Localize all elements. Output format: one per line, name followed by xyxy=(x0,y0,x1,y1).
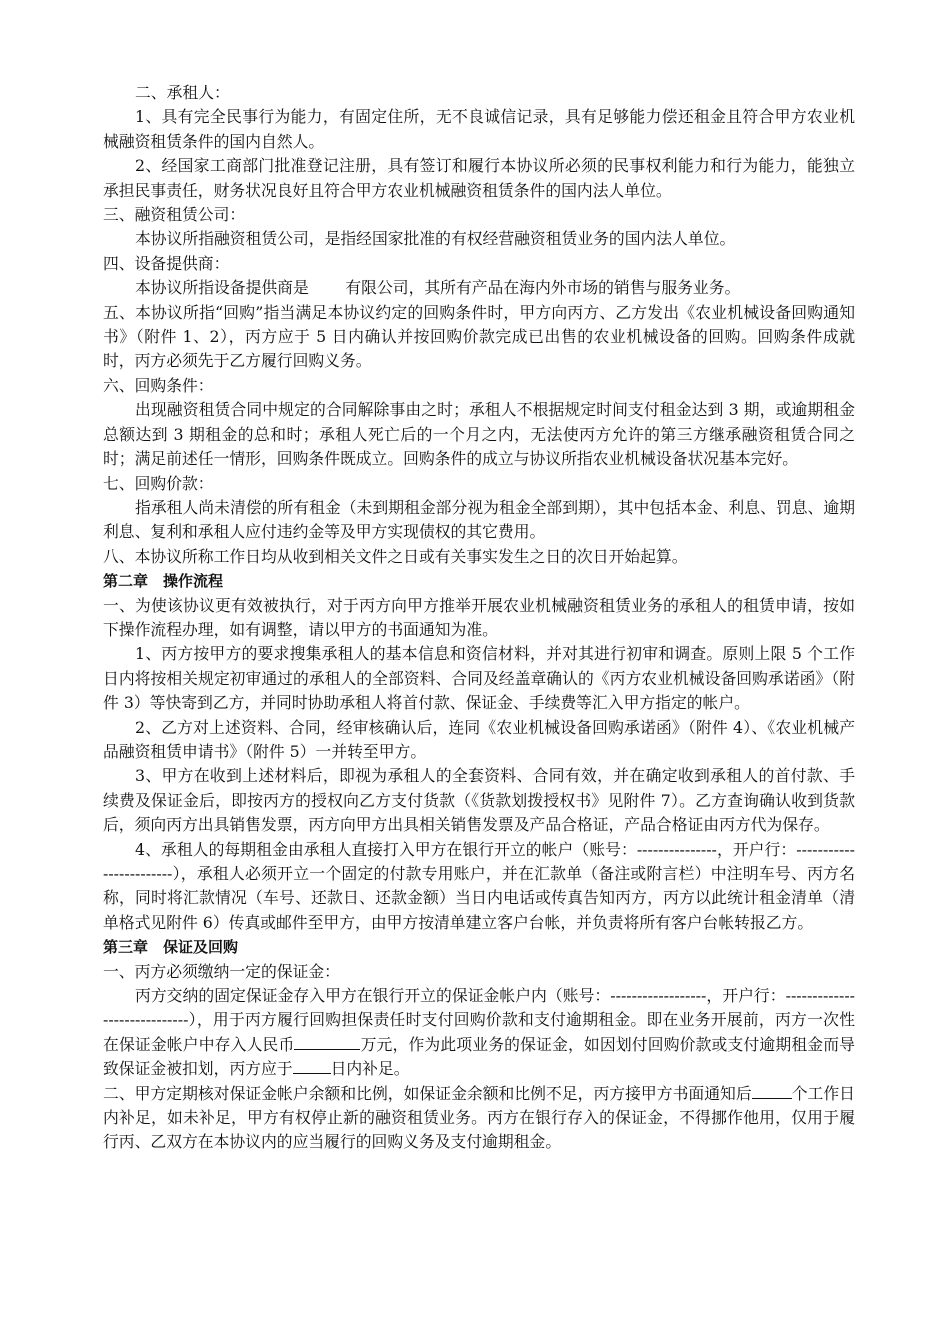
section-2-para-2: 2、经国家工商部门批准登记注册，具有签订和履行本协议所必须的民事权利能力和行为能力，能独立承担民事责任，财务状况良好且符合甲方农业机械融资租赁条件的国内法人单位。 xyxy=(103,156,855,200)
deposit-amount-blank[interactable] xyxy=(294,1033,360,1050)
check-text-b: 个工作日内补足，如未补足，甲方有权停止新的融资租赁业务。丙方在银行存入的保证金，不得挪作他用，仅用于履行丙、乙双方在本协议内的应当履行的回购义务及支付逾期租金。 xyxy=(103,1083,855,1152)
chapter-2-para-3: 3、甲方在收到上述材料后，即视为承租人的全套资料、合同有效，并在确定收到承租人的首付款、手续费及保证金后，即按丙方的授权向乙方支付货款（《货款划拨授权书》见附件 7）。乙方查询确认收到货款后，须向丙方出具销售发票，丙方向甲方出具相关销售发票及产品合格证，产品合格证由丙方代为保存。 xyxy=(103,766,855,835)
chapter-3-section-2-para xyxy=(103,1082,855,1155)
deposit-text-b: 万元，作为此项业务的保证金，如因划付回购价款或支付逾期租金而导致保证金被扣划，丙方应于 xyxy=(103,1034,855,1079)
replenish-days-blank[interactable] xyxy=(293,1057,331,1074)
section-6-title: 六、回购条件： xyxy=(103,375,214,395)
chapter-2-para-2: 2、乙方对上述资料、合同，经审核确认后，连同《农业机械设备回购承诺函》（附件 4）、《农业机械产品融资租赁申请书》（附件 5）一并转至甲方。 xyxy=(103,717,855,761)
section-2-title: 二、承租人： xyxy=(135,83,230,102)
chapter-2-para-1: 1、丙方按甲方的要求搜集承租人的基本信息和资信材料，并对其进行初审和调查。原则上限 5 个工作日内将按相关规定初审通过的承租人的全部资料、合同及经盖章确认的《丙方农业机械设备回购承诺函》（附件 3）等快寄到乙方，并同时协助承租人将首付款、保证金、手续费等汇入甲方指定的帐户。 xyxy=(103,644,855,713)
deposit-text-a: 丙方交纳的固定保证金存入甲方在银行开立的保证金帐户内（账号：------------------，开户行：-----------------------------），用于丙方履行回购担保责任时支付回购价款和支付逾期租金。即在业务开展前，丙方一次性在保证金帐户中存入人民币 xyxy=(103,986,855,1054)
section-6-para-1: 出现融资租赁合同中规定的合同解除事由之时；承租人不根据规定时间支付租金达到 3 期，或逾期租金总额达到 3 期租金的总和时；承租人死亡后的一个月之内，无法使丙方允许的第三方继承融资租赁合同之时；满足前述任一情形，回购条件既成立。回购条件的成立与协议所指农业机械设备状况基本完好。 xyxy=(103,400,855,469)
working-days-blank[interactable] xyxy=(752,1082,792,1099)
section-2-para-1: 1、具有完全民事行为能力，有固定住所，无不良诚信记录，具有足够能力偿还租金且符合甲方农业机械融资租赁条件的国内自然人。 xyxy=(103,107,855,151)
section-4-para-1: 本协议所指设备提供商是 有限公司，其所有产品在海内外市场的销售与服务业务。 xyxy=(135,278,741,298)
chapter-3-section-1-para xyxy=(103,984,855,1082)
section-8-para: 八、本协议所称工作日均从收到相关文件之日或有关事实发生之日的次日开始起算。 xyxy=(103,546,688,566)
chapter-2-heading: 第二章 操作流程 xyxy=(103,572,224,591)
section-3-title: 三、融资租赁公司： xyxy=(103,205,246,225)
section-7-title: 七、回购价款： xyxy=(103,473,214,493)
chapter-3-section-1-title: 一、丙方必须缴纳一定的保证金： xyxy=(103,961,340,981)
chapter-3-heading: 第三章 保证及回购 xyxy=(103,938,239,957)
section-4-title: 四、设备提供商： xyxy=(103,253,230,273)
deposit-text-c: 日内补足。 xyxy=(330,1059,410,1079)
check-text-a: 二、甲方定期核对保证金帐户余额和比例，如保证金余额和比例不足，丙方接甲方书面通知后 xyxy=(103,1083,752,1103)
chapter-2-para-4: 4、承租人的每期租金由承租人直接打入甲方在银行开立的帐户（账号：---------------，开户行：------------------------），承租人必须开立一个固定的付款专用账户，并在汇款单（备注或附言栏）中注明车号、丙方名称，同时将汇款情况（车号、还款日、还款金额）当日内电话或传真告知丙方，丙方以此统计租金清单（清单格式见附件 6）传真或邮件至甲方，由甲方按清单建立客户台帐，并负责将所有客户台帐转报乙方。 xyxy=(103,839,855,932)
section-5-para: 五、本协议所指“回购”指当满足本协议约定的回购条件时，甲方向丙方、乙方发出《农业机械设备回购通知书》（附件 1、2），丙方应于 5 日内确认并按回购价款完成已出售的农业机械设备的回购。回购条件成就时，丙方必须先于乙方履行回购义务。 xyxy=(103,302,855,371)
chapter-2-intro: 一、为使该协议更有效被执行，对于丙方向甲方推举开展农业机械融资租赁业务的承租人的租赁申请，按如下操作流程办理，如有调整，请以甲方的书面通知为准。 xyxy=(103,595,855,639)
section-7-para-1: 指承租人尚未清偿的所有租金（未到期租金部分视为租金全部到期），其中包括本金、利息、罚息、逾期利息、复利和承租人应付违约金等及甲方实现债权的其它费用。 xyxy=(103,497,855,542)
section-3-para-1: 本协议所指融资租赁公司，是指经国家批准的有权经营融资租赁业务的国内法人单位。 xyxy=(135,229,736,249)
document-page xyxy=(103,81,855,1155)
